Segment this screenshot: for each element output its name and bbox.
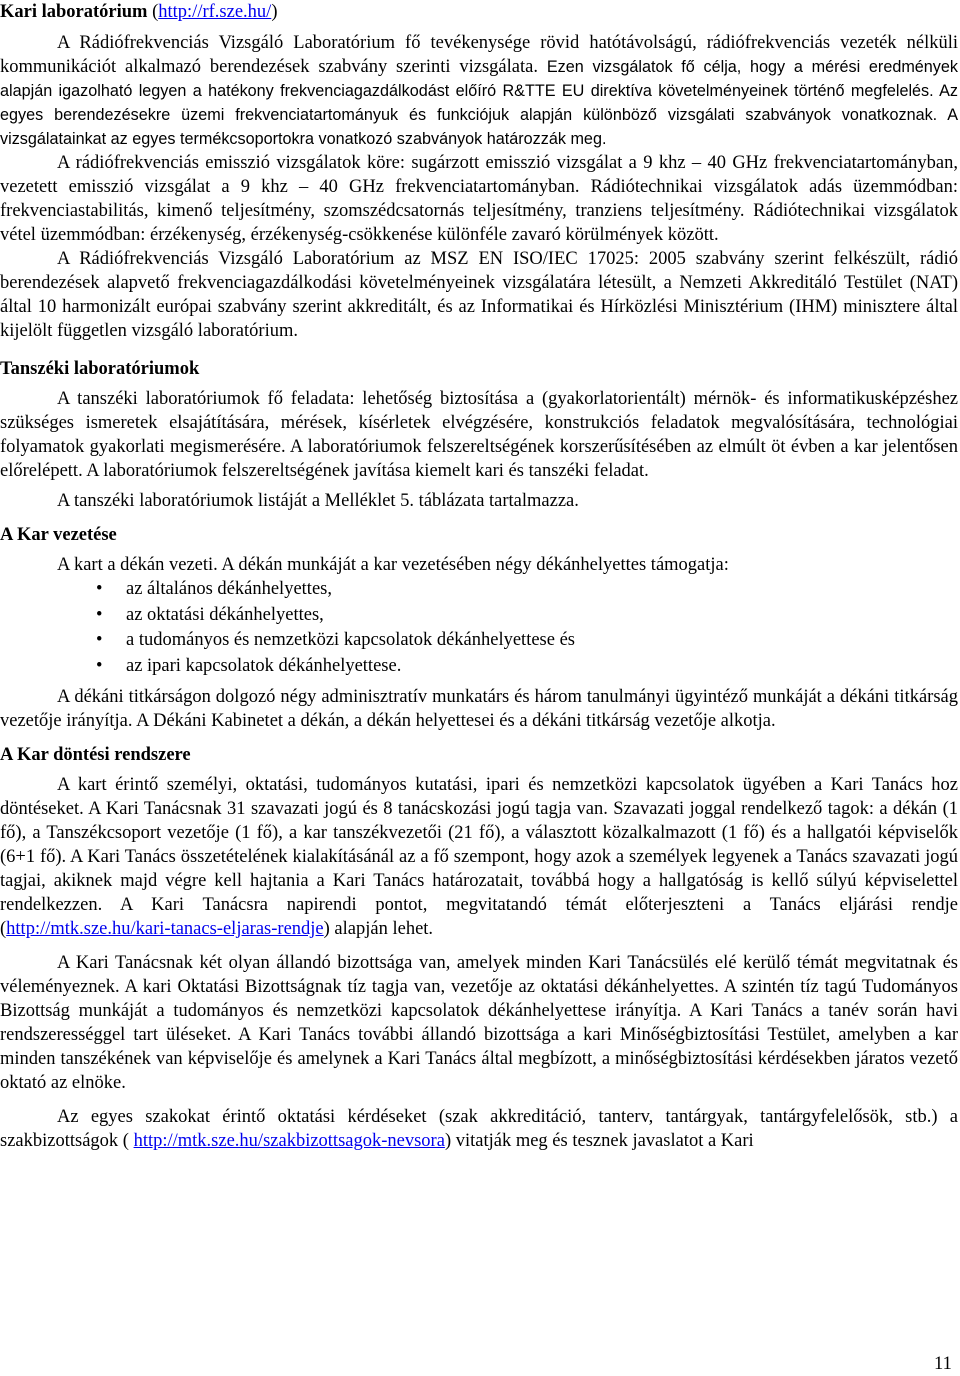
list-item: • a tudományos és nemzetközi kapcsolatok dékánhelyettese és	[96, 630, 575, 650]
section-heading: A Kar vezetése	[0, 525, 117, 545]
kari-lab-heading-line: Kari laboratórium (http://rf.sze.hu/)	[0, 2, 278, 22]
vezetes-paragraph-1: A kart a dékán vezeti. A dékán munkáját a kar vezetésében négy dékánhelyettes támogatja:	[57, 555, 729, 575]
list-item: • az ipari kapcsolatok dékánhelyettese.	[96, 655, 402, 676]
dontesi-paragraph-2: A Kari Tanácsnak két olyan állandó bizottsága van, amelyek minden Kari Tanácsülés elé kerülő témát megvitatnak és véleményeznek. A kari Oktatási Bizottságnak tíz tagja van, vezetője az oktatási dékánhelyettes. A szintén tíz tagú Tudományos Bizottság munkáját a tudományos és nemzetközi kapcsolatok dékánhelyettese irányítja. A Kari Tanács a tanév során havi rendszerességgel tart üléseket. A Kari Tanács további állandó bizottsága a kari Minőségbiztosítási Testület, amelyben a kar minden tanszékének van képviselője és amelynek a Kari Tanács által megbízott, a minőségbiztosítási kérdésekben járatos vezető oktató az elnöke.	[0, 953, 958, 1093]
page-number: 11	[934, 1354, 952, 1374]
rf-lab-link[interactable]: http://rf.sze.hu/	[158, 2, 272, 22]
kari-lab-paragraph-2: A rádiófrekvenciás emisszió vizsgálatok köre: sugárzott emisszió vizsgálat a 9 khz – 40 GHz frekvenciatartományban, vezetett emisszió vizsgálat a 9 khz – 40 GHz frekvenciatartományban. Rádiótechnikai vizsgálatok adás üzemmódban: frekvenciastabilitás, kimenő teljesítmény, szomszédcsatornás teljesítmény, tranziens teljesítmény. Rádiótechnikai vizsgálatok vétel üzemmódban: érzékenység, érzékenység-csökkenése különféle zavaró körülmények között.	[0, 153, 958, 245]
section-heading: Tanszéki laboratóriumok	[0, 359, 200, 379]
tanszeki-paragraph-2: A tanszéki laboratóriumok listáját a Melléklet 5. táblázata tartalmazza.	[57, 491, 579, 511]
section-heading: A Kar döntési rendszere	[0, 745, 191, 765]
list-item: • az oktatási dékánhelyettes,	[96, 604, 324, 625]
kari-lab-paragraph-1: A Rádiófrekvenciás Vizsgáló Laboratórium fő tevékenysége rövid hatótávolságú, rádiófrekvenciás vezeték nélküli kommunikációt alkalmazó berendezések szabvány szerinti vizsgálata. Ezen vizsgálatok fő célja, hogy a mérési eredmények alapján igazolható legyen a hatékony frekvenciagazdálkodást előíró R&TTE EU direktíva követelményeinek történő megfelelés. Az egyes berendezésekre üzemi frekvenciatartományuk és funkciójuk alapján különböző vizsgálati szabványok vonatkoznak. A vizsgálatainkat az egyes termékcsoportokra vonatkozó szabványok határozzák meg.	[0, 33, 958, 148]
vezetes-paragraph-2: A dékáni titkárságon dolgozó négy adminisztratív munkatárs és három tanulmányi ügyintéző munkáját a dékáni titkárság vezetője irányítja. A Dékáni Kabinetet a dékán, a dékán helyettesei és a dékáni titkárság vezetője alkotja.	[0, 687, 958, 731]
section-heading: Kari laboratórium	[0, 2, 148, 22]
kari-lab-paragraph-3: A Rádiófrekvenciás Vizsgáló Laboratórium az MSZ EN ISO/IEC 17025: 2005 szabvány szerint felkészült, rádió berendezések alapvető frekvenciagazdálkodási követelményeinek vizsgálatára létesült, a Nemzeti Akkreditáló Testület (NAT) által 10 harmonizált európai szabvány szerint akkreditált, és az Informatikai és Hírközlési Minisztérium (IHM) minisztere által kijelölt független vizsgáló laboratórium.	[0, 249, 958, 341]
list-item: • az általános dékánhelyettes,	[96, 579, 332, 599]
dontesi-paragraph-1: A kart érintő személyi, oktatási, tudományos kutatási, ipari és nemzetközi kapcsolatok ügyében a Kari Tanács hoz döntéseket. A Kari Tanácsnak 31 szavazati jogú és 8 tanácskozási jogú tagja van. Szavazati joggal rendelkező tagok: a dékán (1 fő), a Tanszékcsoport vezetője (1 fő), a kar tanszékvezetői (21 fő), a választott közalkalmazott (1 fő) és a hallgatói képviselők (6+1 fő). A Kari Tanács összetételének kialakításánál az a fő szempont, hogy azok a személyek legyenek a Tanács szavazati jogú tagjai, akiknek majd végre kell hajtania a Kari Tanács határozatait, továbbá hogy a hallgatóság is kellő súlyú képviselettel rendelkezzen. A Kari Tanácsra napirendi pontot, megvitatandó témát előterjeszteni a Tanács eljárási rendje (http://mtk.sze.hu/kari-tanacs-eljaras-rendje) alapján lehet.	[0, 775, 958, 939]
dontesi-paragraph-3: Az egyes szakokat érintő oktatási kérdéseket (szak akkreditáció, tanterv, tantárgyak, tantárgyfelelősök, stb.) a szakbizottságok ( http://mtk.sze.hu/szakbizottsagok-nevsora) vitatják meg és tesznek javaslatot a Kari	[0, 1107, 958, 1151]
tanszeki-paragraph-1: A tanszéki laboratóriumok fő feladata: lehetőség biztosítása a (gyakorlatorientált) mérnök- és informatikusképzéshez szükséges ismeretek elsajátítására, mérések, kísérletek elvégzésére, konstrukciós feladatok megvalósítására, technológiai folyamatok gyakorlati megismerésére. A laboratóriumok felszereltségének korszerűsítésében az elmúlt öt évben a kar jelentősen előrelépett. A laboratóriumok felszereltségének javítása kiemelt kari és tanszéki feladat.	[0, 389, 958, 481]
deputy-dean-list	[0, 577, 958, 679]
kari-tanacs-link[interactable]: http://mtk.sze.hu/kari-tanacs-eljaras-rendje	[6, 919, 324, 939]
szakbizottsagok-link[interactable]: http://mtk.sze.hu/szakbizottsagok-nevsora	[133, 1131, 445, 1151]
